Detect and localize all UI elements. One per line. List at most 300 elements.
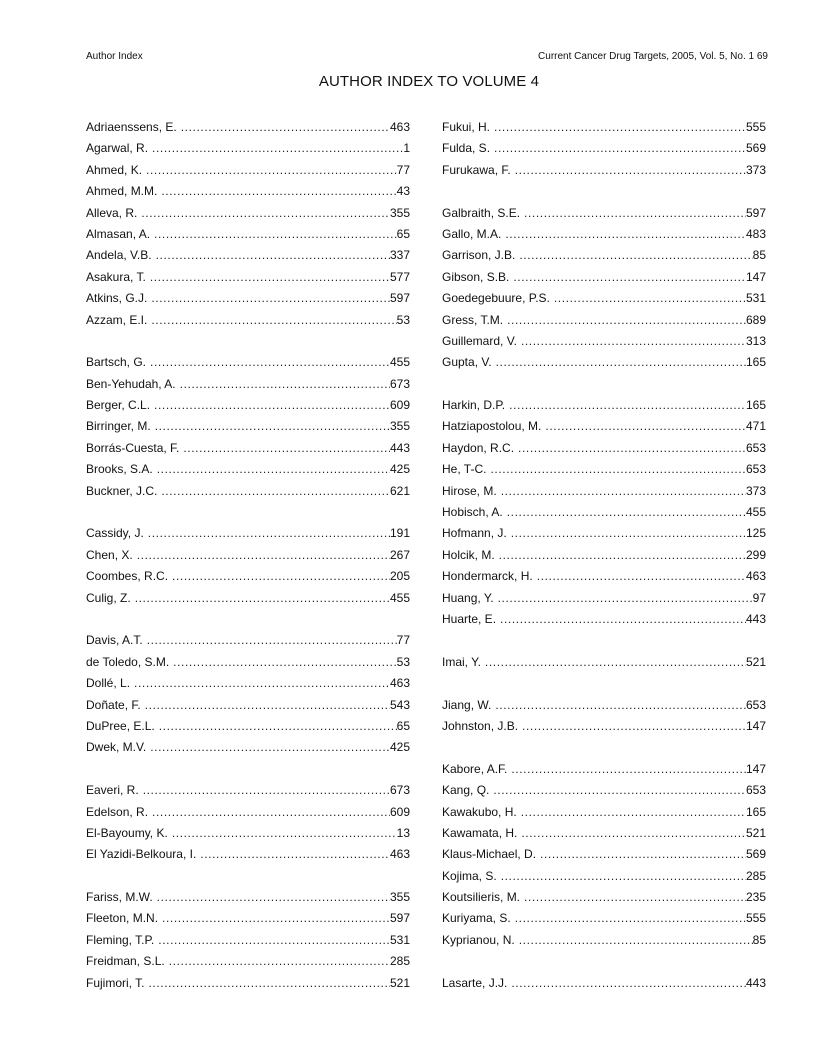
page-number: 373: [745, 162, 766, 177]
index-entry: [442, 908, 766, 929]
index-entry: [442, 844, 766, 865]
author-name: Davis, A.T.: [86, 633, 143, 648]
index-entry: [442, 502, 766, 523]
index-entry: [442, 224, 766, 245]
page-number: 355: [389, 205, 410, 220]
index-entry: [86, 267, 410, 288]
page-number: 165: [745, 355, 766, 370]
index-entry: [86, 203, 410, 224]
index-entry: [442, 331, 766, 352]
letter-group-spacer: [442, 374, 766, 395]
page-number: 53: [396, 312, 410, 327]
index-entry: [442, 716, 766, 737]
letter-group-spacer: [442, 673, 766, 694]
author-name: Galbraith, S.E.: [442, 205, 521, 220]
index-entry: [442, 481, 766, 502]
author-name: Fujimori, T.: [86, 975, 145, 990]
dot-leader: [172, 823, 397, 844]
dot-leader: [545, 416, 746, 437]
dot-leader: [159, 716, 397, 737]
page-number: 443: [745, 975, 766, 990]
index-entry: [86, 523, 410, 544]
author-name: Ahmed, M.M.: [86, 184, 158, 199]
page-number: 337: [389, 248, 410, 263]
page-number: 483: [745, 226, 766, 241]
index-entry: [86, 459, 410, 480]
letter-group-spacer: [86, 331, 410, 352]
dot-leader: [137, 545, 390, 566]
author-name: Ahmed, K.: [86, 162, 143, 177]
page-number: 531: [389, 932, 410, 947]
letter-group-spacer: [86, 609, 410, 630]
dot-leader: [518, 438, 746, 459]
index-entry: [442, 609, 766, 630]
page-number: 555: [745, 120, 766, 134]
index-entry: [86, 545, 410, 566]
index-entry: [86, 716, 410, 737]
letter-group-spacer: [442, 951, 766, 972]
page-number: 569: [745, 141, 766, 156]
dot-leader: [493, 780, 746, 801]
dot-leader: [513, 267, 746, 288]
page-number: 43: [396, 184, 410, 199]
author-name: Culig, Z.: [86, 590, 131, 605]
page-number: 1: [403, 141, 410, 156]
index-entry: [86, 630, 410, 651]
dot-leader: [511, 523, 746, 544]
page-number: 455: [745, 505, 766, 520]
author-name: Kang, Q.: [442, 783, 490, 798]
author-name: Cassidy, J.: [86, 526, 144, 541]
index-entry: [442, 802, 766, 823]
dot-leader: [181, 117, 390, 138]
index-entry: [442, 138, 766, 159]
author-name: Hobisch, A.: [442, 505, 503, 520]
page-number: 443: [389, 440, 410, 455]
page-number: 673: [389, 376, 410, 391]
page-number: 65: [396, 718, 410, 733]
index-entry: [442, 267, 766, 288]
author-name: Hondermarck, H.: [442, 569, 533, 584]
author-name: Gress, T.M.: [442, 312, 504, 327]
author-name: Gupta, V.: [442, 355, 492, 370]
page-number: 621: [389, 483, 410, 498]
index-entry: [86, 288, 410, 309]
index-entry: [86, 695, 410, 716]
page-number: 355: [389, 419, 410, 434]
index-entry: [442, 695, 766, 716]
index-entry: [442, 203, 766, 224]
author-name: Hirose, M.: [442, 483, 497, 498]
index-entry: [86, 224, 410, 245]
dot-leader: [135, 588, 390, 609]
author-name: Kabore, A.F.: [442, 761, 508, 776]
dot-leader: [180, 374, 390, 395]
page-number: 443: [745, 611, 766, 626]
author-name: Koutsilieris, M.: [442, 890, 521, 905]
dot-leader: [494, 138, 746, 159]
dot-leader: [157, 887, 390, 908]
dot-leader: [511, 759, 746, 780]
author-name: Alleva, R.: [86, 205, 138, 220]
page-number: 77: [396, 162, 410, 177]
dot-leader: [490, 459, 746, 480]
index-entry: [86, 481, 410, 502]
page-number: 205: [389, 569, 410, 584]
dot-leader: [172, 566, 390, 587]
index-entry: [442, 416, 766, 437]
index-entry: [86, 652, 410, 673]
page-number: 147: [745, 718, 766, 733]
index-entry: [442, 545, 766, 566]
dot-leader: [498, 588, 753, 609]
dot-leader: [511, 973, 746, 994]
dot-leader: [522, 716, 746, 737]
author-name: Almasan, A.: [86, 226, 151, 241]
author-name: Klaus-Michael, D.: [442, 847, 537, 862]
index-column-right: [442, 117, 766, 994]
index-entry: [86, 117, 410, 138]
dot-leader: [141, 203, 390, 224]
index-entry: [442, 973, 766, 994]
index-entry: [86, 160, 410, 181]
page-number: 285: [389, 954, 410, 969]
page-number: 597: [745, 205, 766, 220]
index-entry: [86, 181, 410, 202]
index-entry: [442, 566, 766, 587]
author-name: Asakura, T.: [86, 269, 146, 284]
index-entry: [442, 823, 766, 844]
author-name: Azzam, E.I.: [86, 312, 148, 327]
header-section-label: Author Index: [86, 51, 143, 62]
page-number: 555: [745, 911, 766, 926]
author-name: Kyprianou, N.: [442, 932, 515, 947]
page-number: 235: [745, 890, 766, 905]
page-number: 609: [389, 398, 410, 413]
page-number: 165: [745, 804, 766, 819]
dot-leader: [157, 459, 390, 480]
dot-leader: [145, 695, 390, 716]
dot-leader: [501, 866, 746, 887]
author-name: Bartsch, G.: [86, 355, 147, 370]
author-name: Imai, Y.: [442, 654, 481, 669]
index-entry: [86, 844, 410, 865]
page-number: 471: [745, 419, 766, 434]
page-number: 267: [389, 547, 410, 562]
page-number: 355: [389, 890, 410, 905]
author-name: Andela, V.B.: [86, 248, 152, 263]
page-number: 653: [745, 783, 766, 798]
index-entry: [86, 395, 410, 416]
index-entry: [86, 566, 410, 587]
page-number: 425: [389, 462, 410, 477]
index-entry: [442, 887, 766, 908]
author-name: Doñate, F.: [86, 697, 141, 712]
dot-leader: [158, 930, 390, 951]
page-number: 65: [396, 226, 410, 241]
author-name: Fleeton, M.N.: [86, 911, 159, 926]
author-name: Fulda, S.: [442, 141, 491, 156]
index-entry: [86, 416, 410, 437]
author-name: Harkin, D.P.: [442, 398, 506, 413]
author-name: Hatziapostolou, M.: [442, 419, 542, 434]
page-number: 673: [389, 783, 410, 798]
dot-leader: [554, 288, 746, 309]
page-number: 463: [389, 847, 410, 862]
dot-leader: [524, 887, 746, 908]
dot-leader: [485, 652, 746, 673]
dot-leader: [154, 395, 390, 416]
dot-leader: [169, 951, 390, 972]
author-name: Atkins, G.J.: [86, 291, 148, 306]
dot-leader: [146, 160, 397, 181]
dot-leader: [519, 245, 752, 266]
author-name: Brooks, S.A.: [86, 462, 153, 477]
page-number: 689: [745, 312, 766, 327]
index-entry: [442, 117, 766, 138]
letter-group-spacer: [442, 737, 766, 758]
author-name: Kawamata, H.: [442, 825, 518, 840]
author-name: Huang, Y.: [442, 590, 494, 605]
dot-leader: [150, 352, 390, 373]
page-number: 425: [389, 740, 410, 755]
author-name: DuPree, E.L.: [86, 718, 155, 733]
page-number: 521: [745, 654, 766, 669]
dot-leader: [500, 609, 746, 630]
dot-leader: [509, 395, 746, 416]
index-column-left: [86, 117, 410, 994]
page-number: 125: [745, 526, 766, 541]
index-entry: [442, 523, 766, 544]
letter-group-spacer: [442, 181, 766, 202]
page-number: 13: [396, 825, 410, 840]
dot-leader: [152, 802, 390, 823]
dot-leader: [150, 737, 390, 758]
index-entry: [86, 673, 410, 694]
author-name: Jiang, W.: [442, 697, 492, 712]
page-number: 597: [389, 291, 410, 306]
index-entry: [86, 973, 410, 994]
author-name: Gallo, M.A.: [442, 226, 502, 241]
index-entry: [442, 288, 766, 309]
page-number: 313: [745, 333, 766, 348]
index-entry: [442, 352, 766, 373]
index-entry: [86, 374, 410, 395]
dot-leader: [540, 844, 746, 865]
running-header: [86, 51, 768, 65]
index-entry: [442, 930, 766, 951]
author-name: Dwek, M.V.: [86, 740, 147, 755]
index-entry: [442, 759, 766, 780]
letter-group-spacer: [442, 630, 766, 651]
dot-leader: [161, 481, 390, 502]
dot-leader: [155, 416, 390, 437]
page-number: 285: [745, 868, 766, 883]
author-name: Kawakubo, H.: [442, 804, 517, 819]
page-number: 191: [389, 526, 410, 541]
dot-leader: [496, 352, 746, 373]
page-number: 85: [752, 248, 766, 263]
author-name: Dollé, L.: [86, 676, 131, 691]
author-name: Haydon, R.C.: [442, 440, 515, 455]
author-name: Chen, X.: [86, 547, 133, 562]
index-entry: [86, 823, 410, 844]
dot-leader: [161, 181, 396, 202]
dot-leader: [524, 203, 746, 224]
author-name: Furukawa, F.: [442, 162, 511, 177]
author-name: Holcik, M.: [442, 547, 495, 562]
dot-leader: [494, 117, 746, 138]
letter-group-spacer: [86, 866, 410, 887]
author-name: Eaveri, R.: [86, 783, 139, 798]
dot-leader: [519, 930, 753, 951]
index-entry: [442, 866, 766, 887]
page-number: 85: [752, 932, 766, 947]
dot-leader: [173, 652, 396, 673]
page-number: 147: [745, 761, 766, 776]
index-entry: [442, 459, 766, 480]
index-entry: [86, 802, 410, 823]
index-entry: [442, 652, 766, 673]
page-number: 455: [389, 355, 410, 370]
author-name: Coombes, R.C.: [86, 569, 169, 584]
page-number: 53: [396, 654, 410, 669]
author-name: Birringer, M.: [86, 419, 151, 434]
author-name: Buckner, J.C.: [86, 483, 158, 498]
dot-leader: [200, 844, 390, 865]
index-entry: [86, 737, 410, 758]
dot-leader: [151, 288, 390, 309]
page-title: AUTHOR INDEX TO VOLUME 4: [318, 73, 540, 90]
page-number: 597: [389, 911, 410, 926]
index-entry: [442, 245, 766, 266]
dot-leader: [507, 502, 746, 523]
header-journal-citation: Current Cancer Drug Targets, 2005, Vol. 5, No. 1 69: [538, 51, 768, 62]
dot-leader: [154, 224, 397, 245]
dot-leader: [521, 331, 746, 352]
dot-leader: [147, 630, 397, 651]
index-entry: [442, 310, 766, 331]
index-entry: [86, 438, 410, 459]
author-name: Berger, C.L.: [86, 398, 151, 413]
author-name: Goedegebuure, P.S.: [442, 291, 550, 306]
dot-leader: [515, 160, 746, 181]
letter-group-spacer: [86, 759, 410, 780]
page-number: 521: [389, 975, 410, 990]
dot-leader: [148, 523, 390, 544]
dot-leader: [150, 267, 390, 288]
index-entry: [86, 930, 410, 951]
dot-leader: [183, 438, 390, 459]
author-name: Huarte, E.: [442, 611, 497, 626]
author-name: Gibson, S.B.: [442, 269, 510, 284]
author-name: Garrison, J.B.: [442, 248, 516, 263]
index-entry: [86, 138, 410, 159]
index-entry: [86, 780, 410, 801]
author-name: Fleming, T.P.: [86, 932, 155, 947]
author-name: Lasarte, J.J.: [442, 975, 508, 990]
author-name: Borrás-Cuesta, F.: [86, 440, 180, 455]
dot-leader: [507, 310, 746, 331]
author-name: Agarwal, R.: [86, 141, 149, 156]
dot-leader: [156, 245, 390, 266]
author-name: He, T-C.: [442, 462, 487, 477]
index-entry: [86, 887, 410, 908]
page-number: 463: [389, 120, 410, 134]
author-name: Hofmann, J.: [442, 526, 507, 541]
page-number: 299: [745, 547, 766, 562]
author-name: Fukui, H.: [442, 120, 491, 134]
page-number: 569: [745, 847, 766, 862]
author-name: Freidman, S.L.: [86, 954, 165, 969]
dot-leader: [134, 673, 390, 694]
author-name: El Yazidi-Belkoura, I.: [86, 847, 197, 862]
dot-leader: [501, 481, 746, 502]
page-number: 653: [745, 462, 766, 477]
page-number: 97: [752, 590, 766, 605]
dot-leader: [521, 823, 746, 844]
page-number: 463: [389, 676, 410, 691]
page-number: 77: [396, 633, 410, 648]
page-number: 653: [745, 440, 766, 455]
page-number: 653: [745, 697, 766, 712]
index-entry: [442, 395, 766, 416]
index-entry: [86, 951, 410, 972]
author-name: Kuriyama, S.: [442, 911, 511, 926]
author-name: Fariss, M.W.: [86, 890, 153, 905]
index-entry: [86, 588, 410, 609]
author-name: de Toledo, S.M.: [86, 654, 170, 669]
dot-leader: [499, 545, 746, 566]
letter-group-spacer: [86, 502, 410, 523]
page-number: 577: [389, 269, 410, 284]
dot-leader: [151, 310, 396, 331]
index-entry: [442, 438, 766, 459]
author-name: Ben-Yehudah, A.: [86, 376, 176, 391]
page-number: 373: [745, 483, 766, 498]
dot-leader: [515, 908, 746, 929]
index-entry: [442, 588, 766, 609]
page-number: 609: [389, 804, 410, 819]
dot-leader: [495, 695, 746, 716]
dot-leader: [521, 802, 746, 823]
page-number: 455: [389, 590, 410, 605]
page-number: 521: [745, 825, 766, 840]
page-number: 463: [745, 569, 766, 584]
dot-leader: [148, 973, 390, 994]
page-number: 147: [745, 269, 766, 284]
dot-leader: [162, 908, 390, 929]
index-entry: [86, 908, 410, 929]
index-entry: [442, 160, 766, 181]
page-number: 165: [745, 398, 766, 413]
author-name: Adriaenssens, E.: [86, 120, 177, 134]
author-name: Edelson, R.: [86, 804, 149, 819]
dot-leader: [537, 566, 746, 587]
page-number: 543: [389, 697, 410, 712]
author-name: Guillemard, V.: [442, 333, 517, 348]
dot-leader: [143, 780, 390, 801]
dot-leader: [505, 224, 746, 245]
index-entry: [86, 310, 410, 331]
index-entry: [86, 352, 410, 373]
author-name: El-Bayoumy, K.: [86, 825, 168, 840]
dot-leader: [152, 138, 403, 159]
index-entry: [442, 780, 766, 801]
index-entry: [86, 245, 410, 266]
page-number: 531: [745, 291, 766, 306]
author-name: Kojima, S.: [442, 868, 497, 883]
